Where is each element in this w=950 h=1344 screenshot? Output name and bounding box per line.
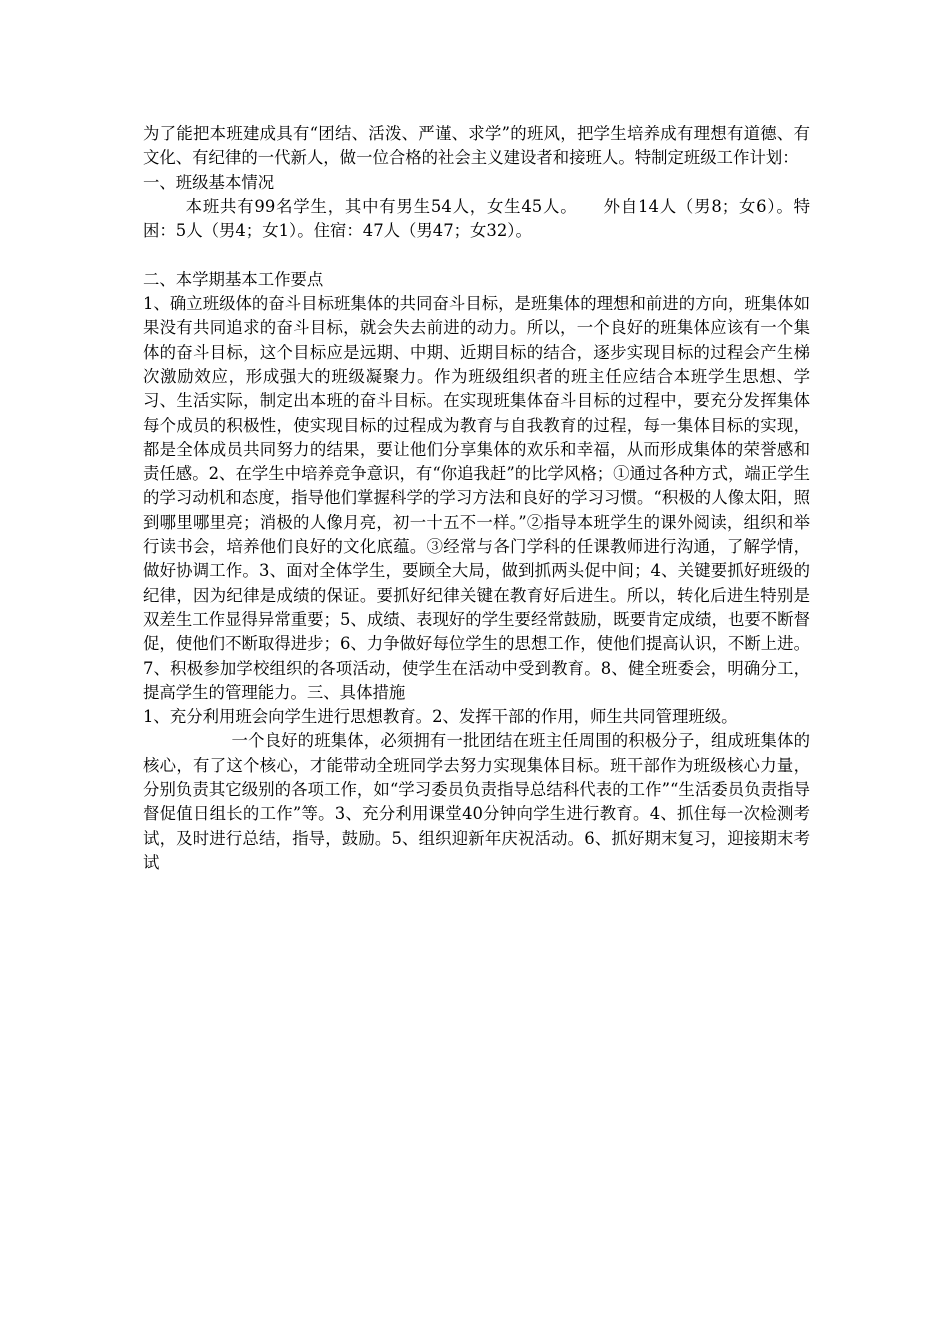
intro-paragraph: 为了能把本班建成具有“团结、活泼、严谨、求学”的班风，把学生培养成有理想有道德、有文化、有纪律的一代新人，做一位合格的社会主义建设者和接班人。特制定班级工作计划： — [143, 124, 810, 168]
section1-body: 本班共有99名学生，其中有男生54人，女生45人。 外自14人（男8；女6）。特困：5人（男4；女1）。住宿：47人（男47；女32）。 — [143, 196, 810, 241]
section1-heading: 一、班级基本情况 — [143, 172, 275, 192]
section3-line1: 1、充分利用班会向学生进行思想教育。2、发挥干部的作用，师生共同管理班级。 — [143, 707, 738, 727]
section2-heading: 二、本学期基本工作要点 — [143, 269, 324, 289]
section2-body: 1、确立班级体的奋斗目标班集体的共同奋斗目标，是班集体的理想和前进的方向，班集体如果没有共同追求的奋斗目标，就会失去前进的动力。所以，一个良好的班集体应该有一个集体的奋斗目标，这个目标应是远期、中期、近期目标的结合，逐步实现目标的过程会产生梯次激励效应，形成强大的班级凝聚力。作为班级组织者的班主任应结合本班学生思想、学习、生活实际，制定出本班的奋斗目标。在实现班集体奋斗目标的过程中，要充分发挥集体每个成员的积极性，使实现目标的过程成为教育与自我教育的过程，每一集体目标的实现，都是全体成员共同努力的结果，要让他们分享集体的欢乐和幸福，从而形成集体的荣誉感和责任感。2、在学生中培养竞争意识，有“你追我赶”的比学风格；①通过各种方式，端正学生的学习动机和态度，指导他们掌握科学的学习方法和良好的学习习惯。“积极的人像太阳，照到哪里哪里亮；消极的人像月亮，初一十五不一样。”②指导本班学生的课外阅读，组织和举行读书会，培养他们良好的文化底蕴。③经常与各门学科的任课教师进行沟通，了解学情，做好协调工作。3、面对全体学生，要顾全大局，做到抓两头促中间；4、关键要抓好班级的纪律，因为纪律是成绩的保证。要抓好纪律关键在教育好后进生。所以，转化后进生特别是双差生工作显得异常重要；5、成绩、表现好的学生要经常鼓励，既要肯定成绩，也要不断督促，使他们不断取得进步；6、力争做好每位学生的思想工作，使他们提高认识，不断上进。7、积极参加学校组织的各项活动，使学生在活动中受到教育。8、健全班委会，明确分工，提高学生的管理能力。三、具体措施 — [143, 294, 810, 702]
blank-line — [143, 243, 810, 267]
document-page — [143, 122, 810, 875]
section3-body: 一个良好的班集体，必须拥有一批团结在班主任周围的积极分子，组成班集体的核心，有了这个核心，才能带动全班同学去努力实现集体目标。班干部作为班级核心力量，分别负责其它级别的各项工作，如“学习委员负责指导总结科代表的工作”“生活委员负责指导督促值日组长的工作”等。3、充分利用课堂40分钟向学生进行教育。4、抓住每一次检测考试，及时进行总结，指导，鼓励。5、组织迎新年庆祝活动。6、抓好期末复习，迎接期末考试 — [143, 731, 810, 872]
